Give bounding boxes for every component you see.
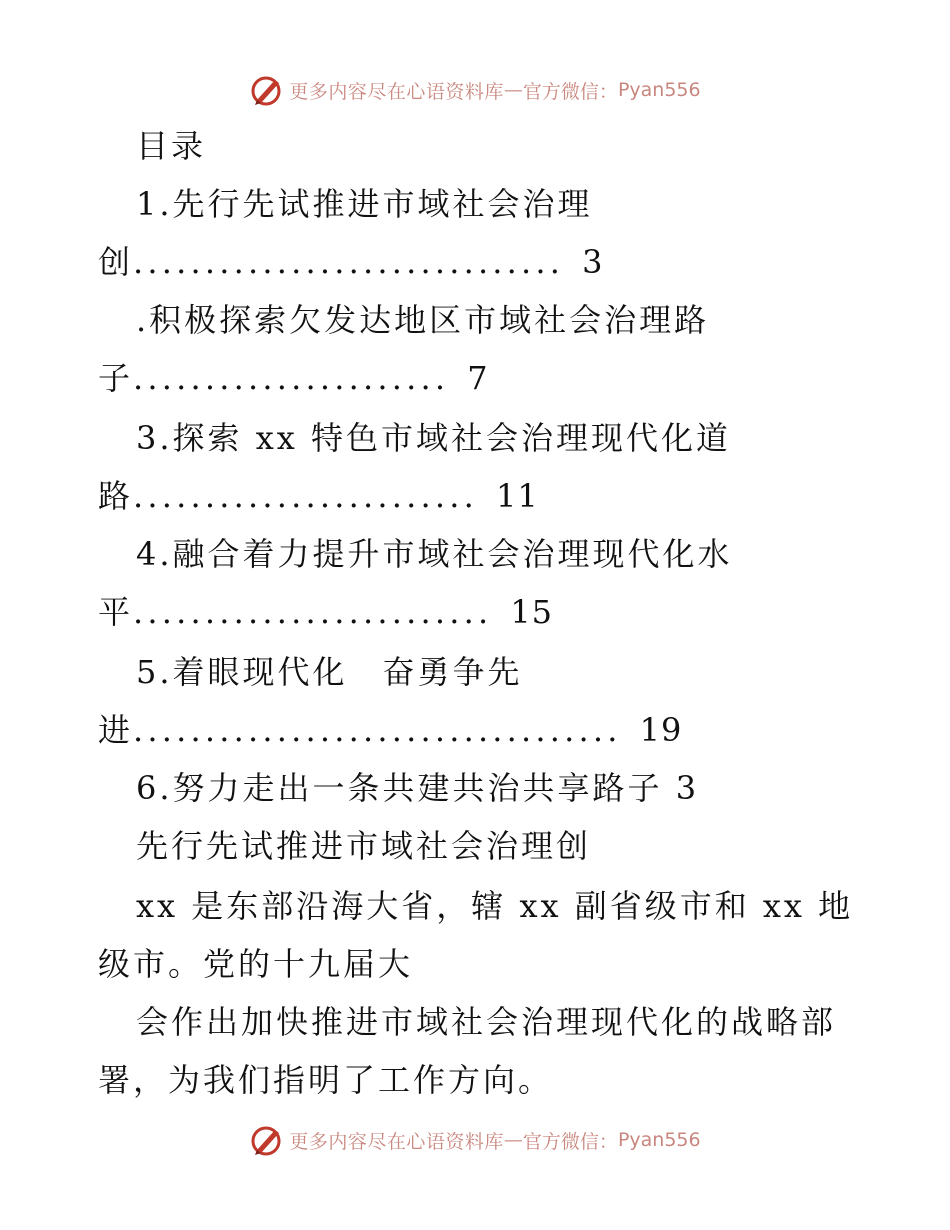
- toc-entry-5-leader-line: [98, 710, 682, 750]
- section-title: 先行先试推进市域社会治理创: [136, 827, 592, 865]
- toc-entry-1-leader: ..............................: [133, 243, 565, 281]
- watermark-text: 更多内容尽在心语资料库: [289, 1130, 504, 1153]
- toc-entry-3-page: 11: [495, 477, 539, 515]
- toc-heading: 目录: [136, 127, 207, 165]
- toc-entry-3-tail: 路: [98, 477, 134, 515]
- pen-logo-icon: [249, 72, 285, 108]
- toc-entry-3-leader-line: [98, 476, 539, 516]
- body-paragraph-line-1: xx 是东部沿海大省，辖 xx 副省级市和 xx 地: [136, 887, 854, 925]
- watermark-wechat-id: Pyan556: [617, 79, 701, 101]
- toc-entry-2-page: 7: [467, 359, 489, 397]
- toc-entry-2-tail: 子: [98, 359, 134, 397]
- toc-entry-1-title: 1.先行先试推进市域社会治理: [136, 185, 593, 223]
- toc-entry-4-tail: 平: [98, 593, 134, 631]
- toc-entry-3-leader: ........................: [133, 477, 478, 515]
- body-paragraph-line-2: 级市。党的十九届大: [98, 945, 414, 983]
- toc-entry-5-leader: ..................................: [133, 711, 622, 749]
- toc-entry-5-title: 5.着眼现代化 奋勇争先: [136, 653, 523, 691]
- watermark-wechat-label: 官方微信：: [522, 1130, 618, 1153]
- toc-entry-6: 6.努力走出一条共建共治共享路子 3: [136, 769, 700, 807]
- toc-entry-4-leader: .........................: [133, 593, 493, 631]
- body-paragraph-line-3: 会作出加快推进市域社会治理现代化的战略部: [136, 1003, 837, 1041]
- watermark-text: 更多内容尽在心语资料库: [289, 80, 504, 103]
- toc-entry-4-leader-line: [98, 592, 553, 632]
- watermark-wechat-id: Pyan556: [617, 1129, 701, 1151]
- toc-entry-5-tail: 进: [98, 711, 134, 749]
- watermark-separator: —: [503, 1129, 523, 1151]
- toc-entry-2-leader-line: [98, 358, 489, 398]
- toc-entry-4-title: 4.融合着力提升市域社会治理现代化水: [136, 535, 733, 573]
- toc-entry-1-leader-line: [98, 242, 604, 282]
- toc-entry-2-leader: ......................: [133, 359, 450, 397]
- watermark-header: [0, 70, 950, 110]
- toc-entry-4-page: 15: [510, 593, 554, 631]
- watermark-wechat-label: 官方微信：: [522, 80, 618, 103]
- watermark-separator: —: [503, 79, 523, 101]
- toc-entry-2-title: .积极探索欠发达地区市域社会治理路: [136, 301, 710, 339]
- toc-entry-1-page: 3: [582, 243, 604, 281]
- toc-entry-5-page: 19: [639, 711, 683, 749]
- toc-entry-3-title: 3.探索 xx 特色市域社会治理现代化道: [136, 419, 731, 457]
- watermark-footer: [0, 1120, 950, 1160]
- body-paragraph-line-4: 署，为我们指明了工作方向。: [98, 1061, 554, 1099]
- toc-entry-1-tail: 创: [98, 243, 134, 281]
- pen-logo-icon: [249, 1122, 285, 1158]
